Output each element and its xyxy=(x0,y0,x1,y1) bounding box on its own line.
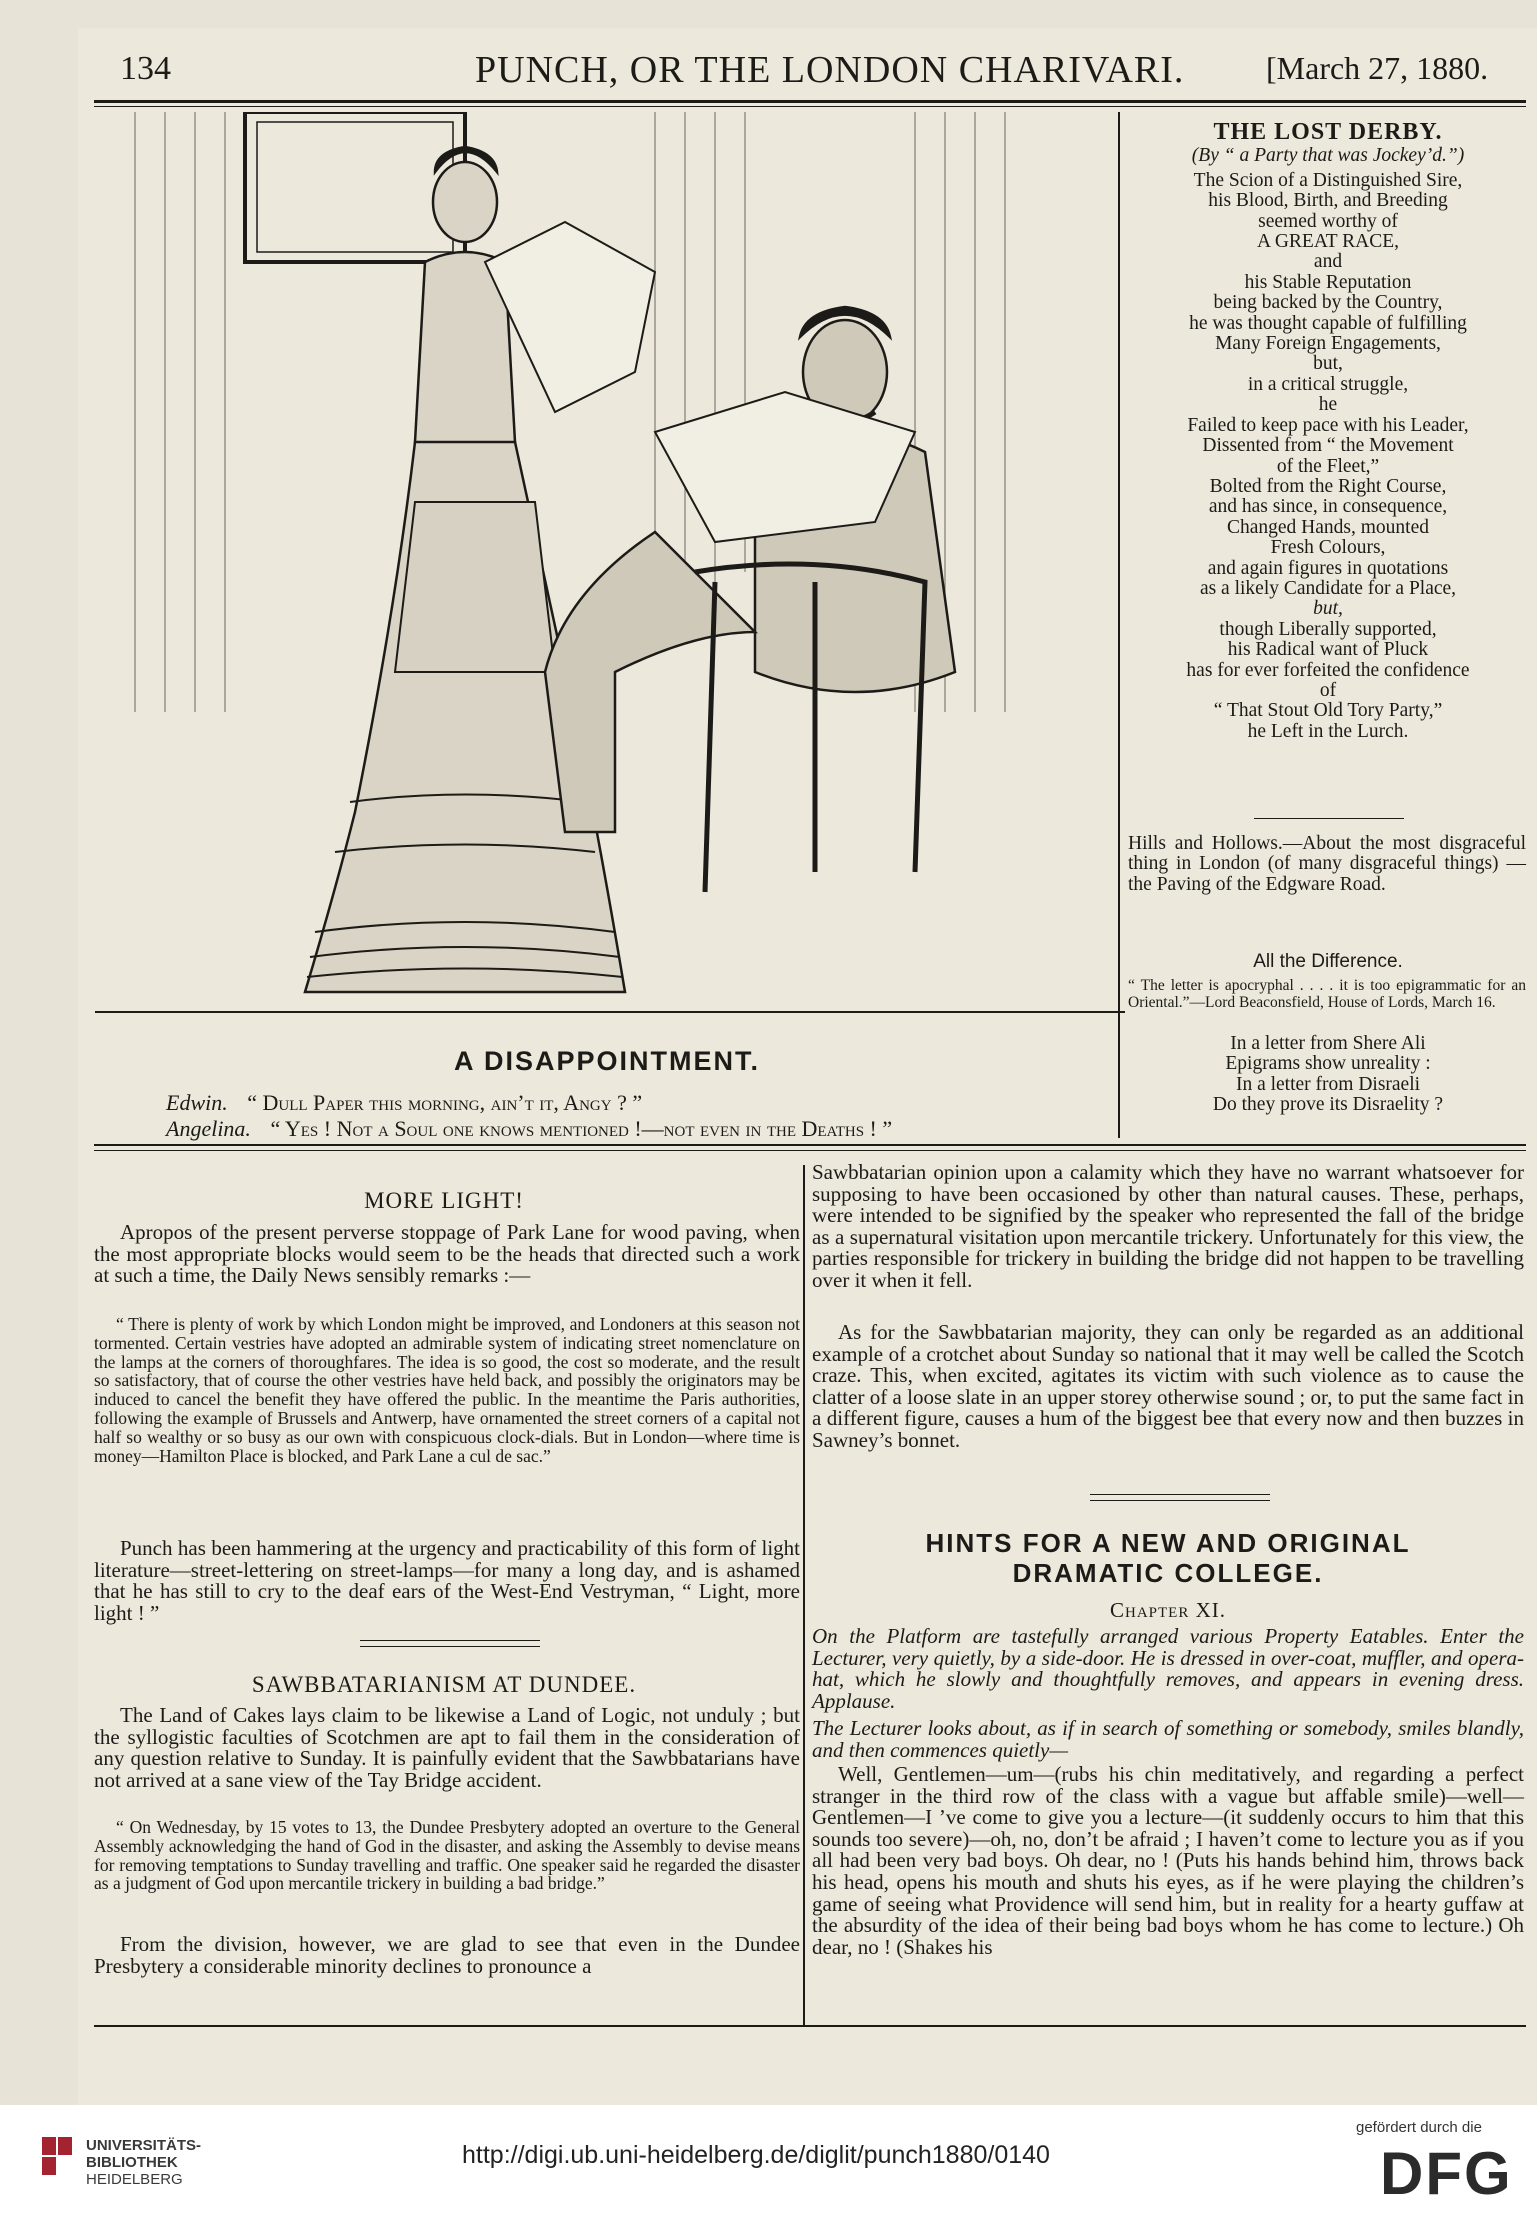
poem-line: has for ever forfeited the confidence xyxy=(1186,659,1470,681)
issue-date: [March 27, 1880. xyxy=(1266,50,1489,86)
poem-line: and has since, in consequence, xyxy=(1208,496,1448,518)
library-name-line: BIBLIOTHEK xyxy=(86,2154,178,2171)
poem-line: his Radical want of Pluck xyxy=(1227,639,1429,661)
cartoon-caption-line-1 xyxy=(166,1090,642,1116)
poem-line: and xyxy=(1313,251,1343,273)
poem-line: his Stable Reputation xyxy=(1244,271,1412,293)
poem-line: of xyxy=(1319,679,1337,701)
difference-quote: “ The letter is apocryphal . . . . it is too epigrammatic for an Oriental.”—Lord Beaconsfield, House of Lords, March 16. xyxy=(1128,977,1526,1011)
more-light-quote: “ There is plenty of work by which London might be improved, and Londoners at this season not tormented. Certain vestries have adopted an admirable system of indicating street nomenclature on the lamps at the corners of thoroughfares. The idea is so good, the cost so moderate, and the result so satisfactory, that of course the other vestries have held back, and possibly the originators may be induced to cancel the benefit they have offered the public. In the meantime the Paris authorities, following the example of Brussels and Antwerp, have ornamented the street corners of a capital not half so wealthy or so busy as our own with conspicuous clock-dials. But in London—where time is money—Hamilton Place is blocked, and Park Lane a cul de sac.” xyxy=(94,1314,800,1466)
library-name-line: HEIDELBERG xyxy=(86,2171,183,2188)
speaker-edwin: Edwin. xyxy=(166,1090,228,1115)
viewer-footer xyxy=(0,2105,1537,2218)
verse-line: Do they prove its Disraelity ? xyxy=(1212,1094,1444,1116)
stage-direction-1: On the Platform are tastefully arranged various Property Eatables. Enter the Lecturer, very quietly, by a side-door. He is dressed in over-coat, muffler, and opera-hat, which he slowly and thoughtfully removes, and appears in evening dress. Applause. xyxy=(812,1624,1524,1713)
stage-direction-2: The Lecturer looks about, as if in search of something or somebody, smiles blandly, and then commences quietly— xyxy=(812,1716,1524,1762)
difference-verse xyxy=(1126,1034,1530,1116)
poem-line: Bolted from the Right Course, xyxy=(1209,475,1447,497)
cartoon-caption-line-2 xyxy=(166,1116,892,1142)
hints-title-line-2: DRAMATIC COLLEGE. xyxy=(1012,1558,1324,1588)
poem-line: and again figures in quotations xyxy=(1207,557,1449,579)
sawbbatarianism-quote: “ On Wednesday, by 15 votes to 13, the Dundee Presbytery adopted an overture to the General Assembly acknowledging the hand of God in the disaster, and asking the Assembly to devise means for removing temptations to Sunday travelling and traffic. One speaker said he regarded the disaster as a judgment of God upon mercantile trickery in building a bad bridge.” xyxy=(94,1817,800,1894)
poem-line: Fresh Colours, xyxy=(1270,537,1386,559)
poem-line: Many Foreign Engagements, xyxy=(1215,333,1441,355)
angelina-dialogue: “ Yes ! Not a Soul one knows mentioned !—not even in the Deaths ! ” xyxy=(270,1116,893,1141)
poem-line: he Left in the Lurch. xyxy=(1247,720,1409,742)
poem-line: A GREAT RACE, xyxy=(1256,231,1400,253)
permalink-url[interactable]: http://digi.ub.uni-heidelberg.de/diglit/punch1880/0140 xyxy=(462,2141,1050,2169)
poem-line: of the Fleet,” xyxy=(1276,455,1380,477)
poem-line: seemed worthy of xyxy=(1258,210,1398,232)
poem-line: Dissented from “ the Movement xyxy=(1202,435,1454,457)
more-light-paragraph-1: Apropos of the present perverse stoppage of Park Lane for wood paving, when the most appropriate blocks would seem to be the heads that directed such a work at such a time, the Daily News sensibly remarks :— xyxy=(94,1220,800,1288)
poem-line: being backed by the Country, xyxy=(1213,292,1443,314)
section-divider xyxy=(360,1640,540,1641)
page-title: PUNCH, OR THE LONDON CHARIVARI. xyxy=(475,49,1185,91)
side-table xyxy=(395,502,555,672)
verse-line: Epigrams show unreality : xyxy=(1225,1053,1431,1075)
section-rule xyxy=(94,1144,1526,1146)
poem-line: he was thought capable of fulfilling xyxy=(1189,312,1467,334)
lost-derby-byline: (By “ a Party that was Jockey’d.”) xyxy=(1191,145,1465,167)
sawbbatarianism-paragraph-2: From the division, however, we are glad to see that even in the Dundee Presbytery a considerable minority declines to pronounce a xyxy=(94,1932,800,1978)
university-library-logo-icon xyxy=(38,2133,78,2183)
more-light-title: MORE LIGHT! xyxy=(364,1188,524,1213)
section-rule-thin xyxy=(94,1150,1526,1151)
library-name-line: UNIVERSITÄTS- xyxy=(86,2137,202,2154)
difference-title: All the Difference. xyxy=(1253,951,1403,972)
column-rule-top xyxy=(1118,112,1120,1138)
poem-line: “ That Stout Old Tory Party,” xyxy=(1213,700,1443,722)
poem-line: in a critical struggle, xyxy=(1247,373,1409,395)
poem-line: though Liberally supported, xyxy=(1219,618,1437,640)
lost-derby-poem xyxy=(1126,171,1530,742)
poem-line: The Scion of a Distinguished Sire, xyxy=(1193,169,1463,191)
sawbbatarianism-title: SAWBBATARIANISM AT DUNDEE. xyxy=(251,1672,637,1697)
university-library-name xyxy=(86,2137,201,2188)
verse-line: In a letter from Disraeli xyxy=(1235,1073,1421,1095)
page-number: 134 xyxy=(120,50,171,87)
poem-line: Changed Hands, mounted xyxy=(1226,516,1429,538)
column-rule-bottom xyxy=(803,1165,805,2025)
poem-line: Failed to keep pace with his Leader, xyxy=(1187,414,1469,436)
cartoon-illustration xyxy=(95,112,1125,1032)
lost-derby-section xyxy=(1126,119,1530,742)
dfg-logo: DFG xyxy=(1380,2140,1513,2207)
poem-line: but, xyxy=(1313,598,1343,620)
sawbbatarianism-paragraph-1: The Land of Cakes lays claim to be likewise a Land of Logic, not unduly ; but the syllogistic faculties of Scotchmen are apt to fail them in the consideration of any question relative to Sunday. It is painfully evident that the Sawbbatarians have not arrived at a sane view of the Tay Bridge accident. xyxy=(94,1703,800,1792)
poem-line: he xyxy=(1318,394,1338,416)
poem-line: but, xyxy=(1313,353,1343,375)
verse-line: In a letter from Shere Ali xyxy=(1230,1033,1426,1054)
header-rule-thin xyxy=(94,106,1526,107)
chapter-heading: Chapter XI. xyxy=(1109,1598,1226,1622)
hills-and-hollows: Hills and Hollows.—About the most disgraceful thing in London (of many disgraceful things) — the Paving of the Edgware Road. xyxy=(1128,833,1526,895)
poem-line: his Blood, Birth, and Breeding xyxy=(1208,190,1448,212)
header-rule xyxy=(94,100,1526,103)
poem-line: as a likely Candidate for a Place, xyxy=(1199,577,1457,599)
lost-derby-title: THE LOST DERBY. xyxy=(1213,119,1443,145)
more-light-paragraph-2: Punch has been hammering at the urgency and practicability of this form of light literature—street-lettering on street-lamps—for many a long day, and is ashamed that he has still to cry to the deaf ears of the West-End Vestryman, “ Light, more light ! ” xyxy=(94,1536,800,1625)
sawbbatarianism-paragraph-4: As for the Sawbbatarian majority, they can only be regarded as an additional example of a crotchet about Sunday so national that it may well be called the Scotch craze. This, when excited, agitates its victim with such violence as to cause the clatter of a loose slate in an upper storey otherwise sound ; or, to put the same fact in a different figure, causes a hum of the biggest bee that every now and then buzzes in Sawney’s bonnet. xyxy=(812,1320,1524,1452)
cartoon-title: A DISAPPOINTMENT. xyxy=(454,1046,761,1076)
hints-title-line-1: HINTS FOR A NEW AND ORIGINAL xyxy=(925,1528,1411,1558)
section-divider xyxy=(360,1646,540,1647)
section-divider xyxy=(1090,1494,1270,1495)
sawbbatarianism-paragraph-3: Sawbbatarian opinion upon a calamity which they have no warrant whatsoever for supposing to have been occasioned by other than natural causes. These, perhaps, were intended to be signified by the speaker who represented the fall of the bridge as a supernatural visitation upon mercantile trickery. Unfortunately for this view, the parties responsible for trickery in building the bridge did not happen to be travelling over it when it fell. xyxy=(812,1160,1524,1292)
section-divider xyxy=(1254,818,1404,819)
section-divider xyxy=(1090,1500,1270,1501)
hints-title xyxy=(812,1528,1524,1588)
page-bottom-rule xyxy=(94,2025,1526,2027)
lecture-paragraph: Well, Gentlemen—um—(rubs his chin meditatively, and regarding a perfect stranger in the third row of the class with a vague but affable smile)—well—Gentlemen—I ’ve come to give you a lecture—(it suddenly occurs to him that this sounds too severe)—oh, no, don’t be afraid ; I haven’t come to lecture you as if you all had been very bad boys. Oh dear, no ! (Puts his hands behind him, throws back his head, opens his mouth and shuts his eyes, as if he were playing the children’s game of seeing what Providence will send him, but in reality for a hearty guffaw at the absurdity of the idea of their being bad boys whom he has come to lecture.) Oh dear, no ! (Shakes his xyxy=(812,1762,1524,1959)
edwin-dialogue: “ Dull Paper this morning, ain’t it, Angy ? ” xyxy=(247,1090,643,1115)
sponsor-label: gefördert durch die xyxy=(1356,2119,1482,2136)
speaker-angelina: Angelina. xyxy=(166,1116,251,1141)
